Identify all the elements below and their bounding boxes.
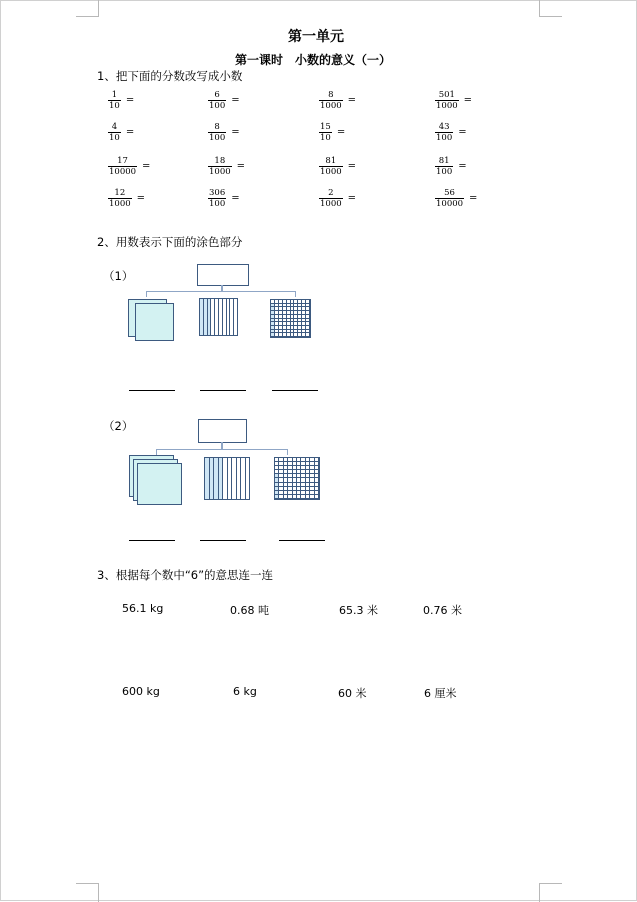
numerator: 501 [438, 90, 455, 100]
denominator: 10000 [436, 199, 464, 209]
fraction-item [208, 90, 240, 111]
denominator: 10 [109, 133, 120, 143]
tenths-figure-1 [199, 298, 238, 336]
fraction-item [435, 90, 472, 111]
fraction-item [435, 188, 477, 209]
hundredths-figure-2 [274, 457, 320, 500]
match-item-bottom[interactable]: 6 厘米 [424, 687, 457, 700]
numerator: 6 [214, 90, 220, 100]
tenths-figure-2 [204, 457, 250, 500]
crop-mark-top-right [539, 0, 562, 17]
match-item-top[interactable]: 65.3 米 [339, 604, 378, 617]
numerator: 43 [438, 122, 450, 132]
numerator: 81 [438, 156, 450, 166]
part-1-label: （1） [103, 269, 134, 283]
fraction-item [435, 122, 467, 143]
denominator: 100 [436, 167, 453, 177]
fraction-item [108, 122, 134, 143]
answer-blank[interactable] [272, 389, 318, 391]
numerator: 8 [214, 122, 220, 132]
equals-sign: = [125, 127, 135, 138]
match-item-bottom[interactable]: 6 kg [233, 685, 257, 698]
denominator: 1000 [209, 167, 231, 177]
crop-mark-bottom-right [539, 883, 562, 902]
equals-sign: = [469, 193, 478, 204]
match-item-bottom[interactable]: 60 米 [338, 687, 367, 700]
lesson-title: 第一课时 小数的意义（一） [235, 53, 392, 67]
answer-blank[interactable] [279, 539, 325, 541]
fraction-item [319, 188, 356, 209]
numerator: 8 [328, 90, 334, 100]
denominator: 100 [209, 101, 226, 111]
whole-square [135, 303, 174, 341]
denominator: 1000 [320, 101, 342, 111]
fraction-item [319, 90, 356, 111]
numerator: 12 [114, 188, 126, 198]
equals-sign: = [347, 161, 357, 172]
fraction-item [435, 156, 467, 177]
equals-sign: = [336, 127, 346, 138]
denominator: 1000 [320, 167, 342, 177]
denominator: 100 [436, 133, 453, 143]
fraction-item [108, 90, 134, 111]
match-item-top[interactable]: 56.1 kg [122, 602, 164, 615]
numerator: 18 [214, 156, 226, 166]
numerator: 2 [328, 188, 334, 198]
question-2-label: 2、用数表示下面的涂色部分 [97, 235, 243, 249]
fraction-item [208, 122, 240, 143]
match-item-top[interactable]: 0.68 吨 [230, 604, 269, 617]
fraction-item [108, 188, 145, 209]
fraction-item [319, 122, 345, 143]
numerator: 306 [209, 188, 226, 198]
equals-sign: = [236, 161, 246, 172]
denominator: 1000 [320, 199, 342, 209]
answer-blank[interactable] [200, 389, 246, 391]
match-item-top[interactable]: 0.76 米 [423, 604, 462, 617]
numerator: 4 [111, 122, 118, 132]
fraction-item [319, 156, 356, 177]
whole-square [137, 463, 182, 505]
equals-sign: = [347, 95, 357, 106]
fraction-item [108, 156, 150, 177]
crop-mark-top-left [76, 0, 99, 17]
equals-sign: = [136, 193, 146, 204]
denominator: 10 [320, 133, 331, 143]
question-1-label: 1、把下面的分数改写成小数 [97, 69, 243, 83]
unit-title: 第一单元 [288, 29, 344, 45]
bracket-1 [146, 291, 296, 297]
numerator: 15 [320, 122, 331, 132]
denominator: 1000 [109, 199, 131, 209]
hundredths-figure-1 [270, 299, 311, 338]
equals-sign: = [142, 161, 151, 172]
part-2-label: （2） [103, 419, 134, 433]
numerator: 81 [325, 156, 337, 166]
fraction-item [208, 156, 245, 177]
equals-sign: = [347, 193, 357, 204]
numerator: 56 [444, 188, 455, 198]
fraction-item [208, 188, 240, 209]
denominator: 10000 [109, 167, 137, 177]
question-3-label: 3、根据每个数中“6”的意思连一连 [97, 568, 274, 582]
denominator: 100 [209, 199, 226, 209]
equals-sign: = [231, 95, 240, 106]
equals-sign: = [231, 193, 240, 204]
crop-mark-bottom-left [76, 883, 99, 902]
equals-sign: = [458, 161, 467, 172]
equals-sign: = [231, 127, 240, 138]
denominator: 100 [209, 133, 226, 143]
bracket-2 [156, 449, 288, 455]
bracket-stem-2 [221, 442, 223, 449]
equals-sign: = [463, 95, 473, 106]
denominator: 1000 [436, 101, 458, 111]
match-item-bottom[interactable]: 600 kg [122, 685, 160, 698]
equals-sign: = [458, 127, 467, 138]
numerator: 1 [111, 90, 118, 100]
equals-sign: = [125, 95, 135, 106]
answer-blank[interactable] [129, 539, 175, 541]
answer-blank[interactable] [129, 389, 175, 391]
denominator: 10 [109, 101, 120, 111]
answer-blank[interactable] [200, 539, 246, 541]
numerator: 17 [117, 156, 128, 166]
answer-box-2[interactable] [198, 419, 247, 443]
answer-box-1[interactable] [197, 264, 249, 286]
